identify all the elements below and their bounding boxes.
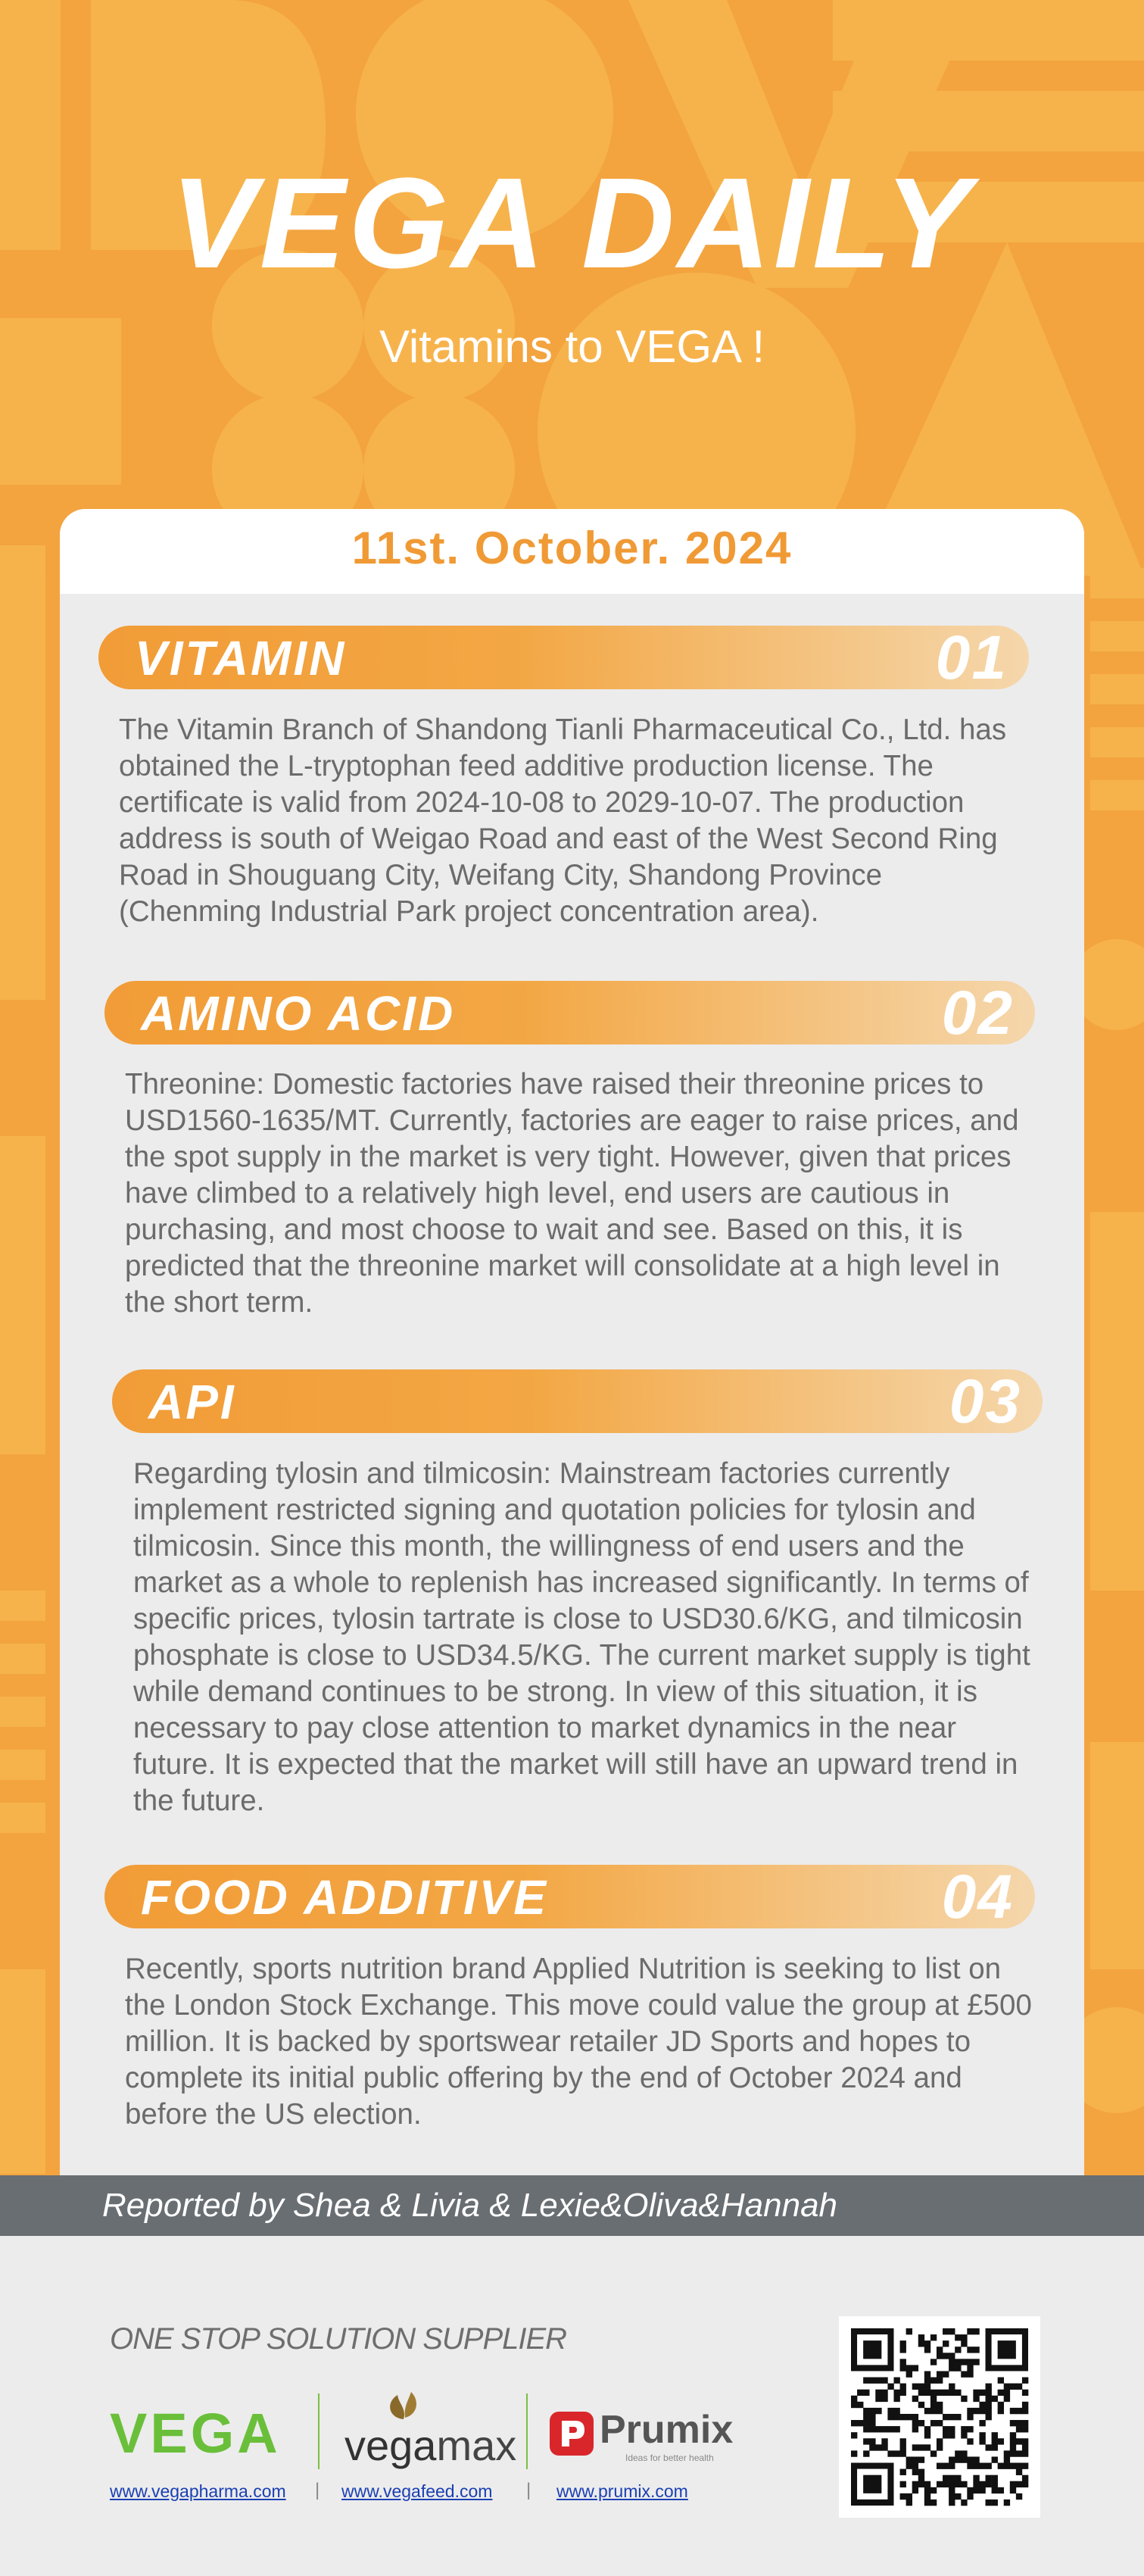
link-vegapharma[interactable]: www.vegapharma.com: [110, 2481, 286, 2501]
issue-date: 11st. October. 2024: [351, 523, 793, 573]
link-separator: |: [526, 2480, 531, 2500]
date-header: [60, 509, 1084, 594]
logo-divider: [318, 2393, 320, 2469]
logo-divider: [526, 2393, 528, 2469]
section-title: VITAMIN: [135, 631, 347, 685]
prumix-wordmark: Prumix: [600, 2408, 734, 2452]
vegamax-leaf-icon: [381, 2387, 426, 2421]
section-title: API: [148, 1375, 236, 1429]
section-number: 04: [941, 1863, 1014, 1931]
reporter-credit: Reported by Shea & Livia & Lexie&Oliva&Hannah: [102, 2187, 838, 2224]
prumix-p-icon: [550, 2412, 594, 2456]
section-title: FOOD ADDITIVE: [141, 1870, 548, 1925]
section-number: 03: [949, 1367, 1021, 1436]
footer-tagline: ONE STOP SOLUTION SUPPLIER: [110, 2322, 567, 2356]
link-separator: |: [315, 2480, 320, 2500]
section-number: 02: [941, 979, 1014, 1048]
section-banner-amino-acid: [104, 979, 1035, 1048]
page-title: VEGA DAILY: [170, 151, 974, 295]
reporter-bar: [0, 2175, 1144, 2236]
link-prumix[interactable]: www.prumix.com: [556, 2481, 688, 2501]
vega-logo: VEGA: [110, 2402, 281, 2465]
vegamax-logo-part-a: vega: [344, 2421, 437, 2469]
section-body-amino-acid: Threonine: Domestic factories have raised their threonine prices to USD1560-1635/MT. Currently, factories are eager to raise prices, and the spot supply in the market is very tight. However, given that prices have climbed to a relatively high level, end users are cautious in purchasing, and most choose to wait and see. Based on this, it is predicted that the threonine market will consolidate at a high level in the short term.: [125, 1068, 1019, 1319]
section-body-vitamin: The Vitamin Branch of Shandong Tianli Pharmaceutical Co., Ltd. has obtained the L-tryptophan feed additive production license. The certificate is valid from 2024-10-08 to 2029-10-07. The production address is south of Weigao Road and east of the West Second Ring Road in Shouguang City, Weifang City, Shandong Province (Chenming Industrial Park project concentration area).: [119, 713, 1007, 928]
page-subtitle: Vitamins to VEGA !: [379, 321, 765, 372]
section-banner-api: [112, 1367, 1043, 1436]
qr-code-icon: [839, 2316, 1040, 2518]
news-card: [60, 509, 1084, 2175]
section-banner-food-additive: [104, 1863, 1035, 1931]
section-body-api: Regarding tylosin and tilmicosin: Mainstream factories currently implement restricted signing and quotation policies for tylosin and tilmicosin. Since this month, the willingness of end users and the market as a whole to replenish has increased significantly. In terms of specific prices, tylosin tartrate is close to USD30.6/KG, and tilmicosin phosphate is close to USD34.5/KG. The current market supply is tight while demand continues to be strong. In view of this situation, it is necessary to pay close attention to market dynamics in the near future. It is expected that the market will still have an upward trend in the future.: [133, 1457, 1030, 1817]
prumix-slogan: Ideas for better health: [625, 2453, 714, 2463]
section-body-food-additive: Recently, sports nutrition brand Applied Nutrition is seeking to list on the London Stock Exchange. This move could value the group at £500 million. It is backed by sportswear retailer JD Sports and hopes to complete its initial public offering by the end of October 2024 and before the US election.: [125, 1953, 1032, 2131]
section-title: AMINO ACID: [141, 986, 456, 1041]
link-vegafeed[interactable]: www.vegafeed.com: [341, 2481, 493, 2501]
vegamax-logo: [344, 2421, 516, 2470]
section-banner-vitamin: [98, 623, 1029, 692]
vegamax-logo-part-b: max: [436, 2421, 517, 2469]
section-number: 01: [935, 623, 1008, 692]
